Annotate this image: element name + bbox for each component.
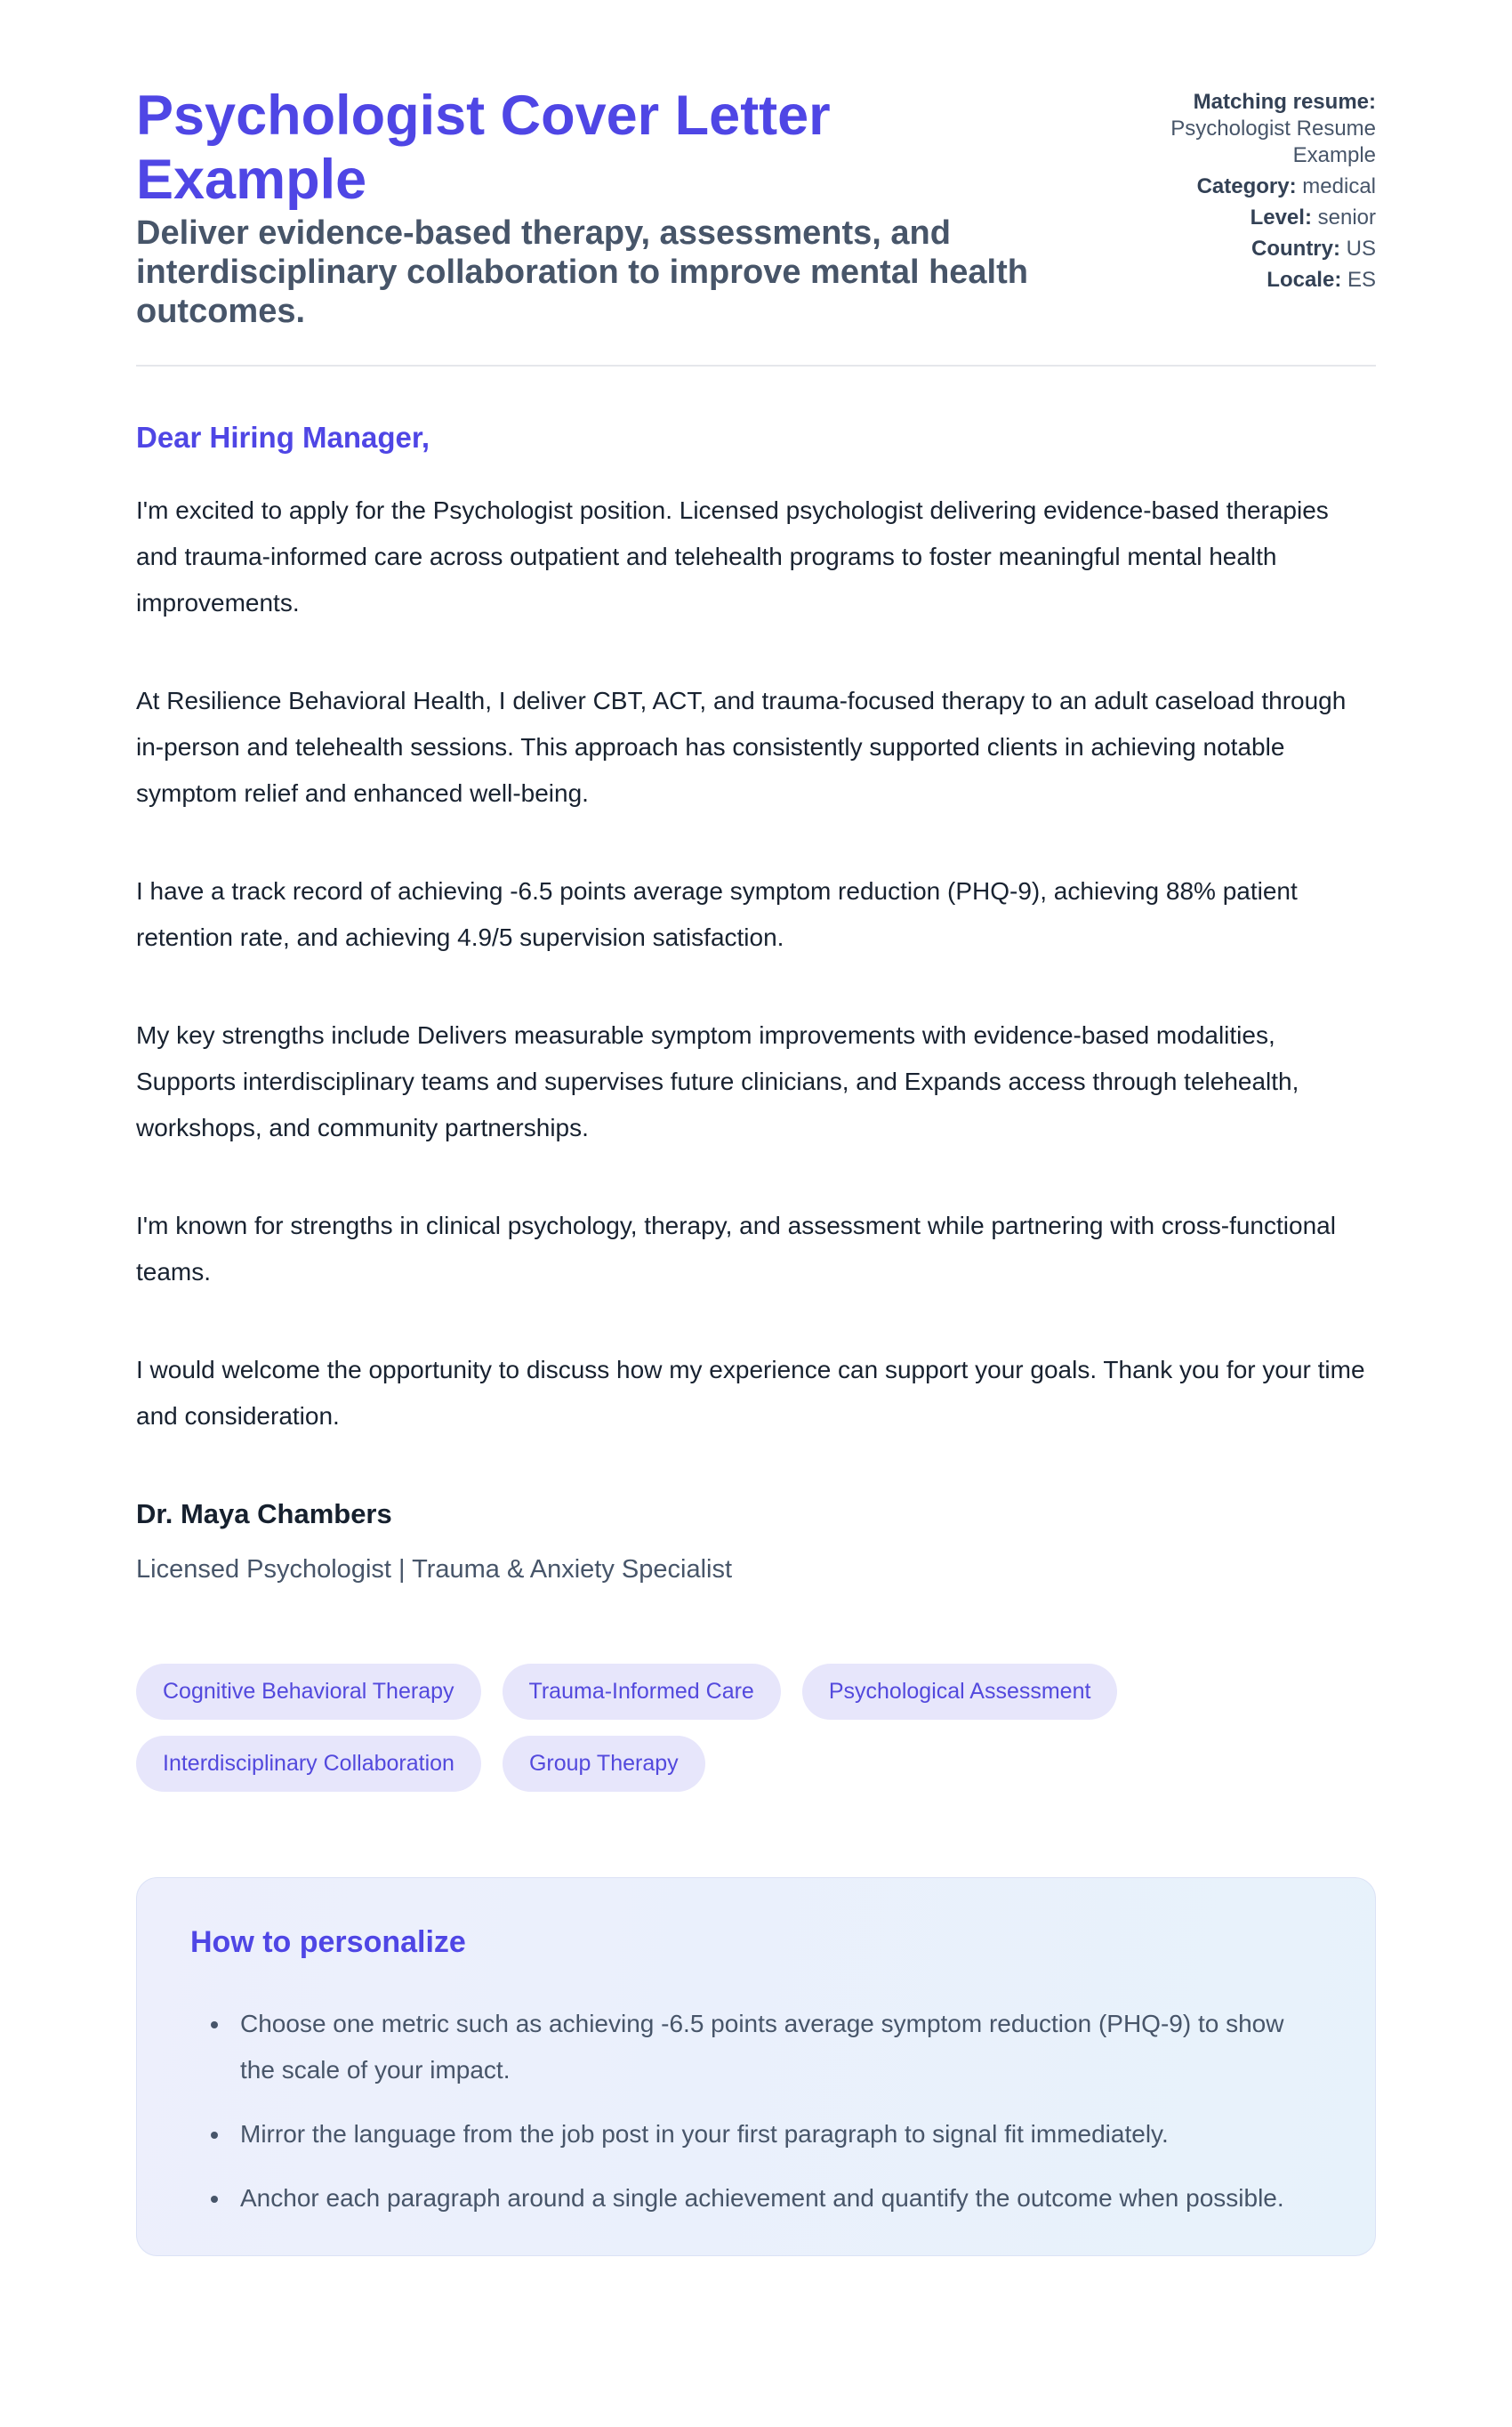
meta-label: Category: [1196, 174, 1297, 198]
meta-row [1109, 205, 1376, 231]
meta-value: US [1339, 237, 1376, 261]
letter-paragraph: At Resilience Behavioral Health, I deliver CBT, ACT, and trauma-focused therapy to an adult caseload through in-person and telehealth sessions. This approach has consistently supported clients in achieving notable symptom relief and enhanced well-being. [136, 687, 1347, 807]
skill-tag: Psychological Assessment [802, 1664, 1118, 1720]
page-header [136, 84, 1376, 331]
meta-value: Psychologist Resume Example [1170, 117, 1376, 167]
tip-item: • Mirror the language from the job post in your first paragraph to signal fit immediately. [231, 2111, 1322, 2157]
signature-name: Dr. Maya Chambers [136, 1498, 392, 1529]
tip-item: • Choose one metric such as achieving -6.5 points average symptom reduction (PHQ-9) to show the scale of your impact. [231, 2001, 1322, 2093]
resume-meta-block [1109, 84, 1376, 298]
letter-paragraph: I would welcome the opportunity to discuss how my experience can support your goals. Thank you for your time and consideration. [136, 1356, 1365, 1430]
page-title: Psychologist Cover Letter Example [136, 85, 831, 211]
page-subtitle: Deliver evidence-based therapy, assessments, and interdisciplinary collaboration to improve mental health outcomes. [136, 214, 1028, 330]
letter-paragraph: My key strengths include Delivers measurable symptom improvements with evidence-based modalities, Supports interdisciplinary teams and supervises future clinicians, and Expands access through telehealth, workshops, and community partnerships. [136, 1021, 1299, 1141]
letter-greeting: Dear Hiring Manager, [136, 421, 430, 454]
tips-title: How to personalize [190, 1925, 466, 1959]
meta-label: Matching resume: [1193, 90, 1376, 114]
meta-value: ES [1341, 268, 1376, 292]
meta-label: Locale: [1267, 268, 1342, 292]
meta-label: Level: [1250, 206, 1312, 230]
header-title-block [136, 84, 1109, 331]
letter-paragraph: I'm known for strengths in clinical psychology, therapy, and assessment while partnering with cross-functional teams. [136, 1212, 1336, 1286]
letter-paragraph: I'm excited to apply for the Psychologist position. Licensed psychologist delivering evidence-based therapies and trauma-informed care across outpatient and telehealth programs to foster meaningful mental health improvements. [136, 496, 1329, 617]
skill-tag: Group Therapy [503, 1736, 705, 1792]
letter-paragraph: I have a track record of achieving -6.5 points average symptom reduction (PHQ-9), achieving 88% patient retention rate, and achieving 4.9/5 supervision satisfaction. [136, 877, 1298, 951]
meta-label: Country: [1251, 237, 1340, 261]
meta-value: senior [1311, 206, 1376, 230]
meta-value: medical [1296, 174, 1376, 198]
tips-list [190, 2001, 1322, 2221]
skill-tag: Trauma-Informed Care [503, 1664, 781, 1720]
how-to-personalize-box [136, 1877, 1376, 2256]
tip-item: • Anchor each paragraph around a single achievement and quantify the outcome when possible. [231, 2175, 1322, 2221]
signature-role: Licensed Psychologist | Trauma & Anxiety Specialist [136, 1555, 733, 1584]
skill-tags [136, 1664, 1203, 1792]
meta-row [1109, 236, 1376, 262]
header-divider [136, 365, 1376, 367]
meta-row [1109, 173, 1376, 200]
skill-tag: Cognitive Behavioral Therapy [136, 1664, 481, 1720]
signature-block [136, 1491, 1376, 1592]
letter-body [136, 488, 1376, 1439]
meta-row [1109, 267, 1376, 294]
skill-tag: Interdisciplinary Collaboration [136, 1736, 481, 1792]
meta-row [1109, 89, 1376, 169]
